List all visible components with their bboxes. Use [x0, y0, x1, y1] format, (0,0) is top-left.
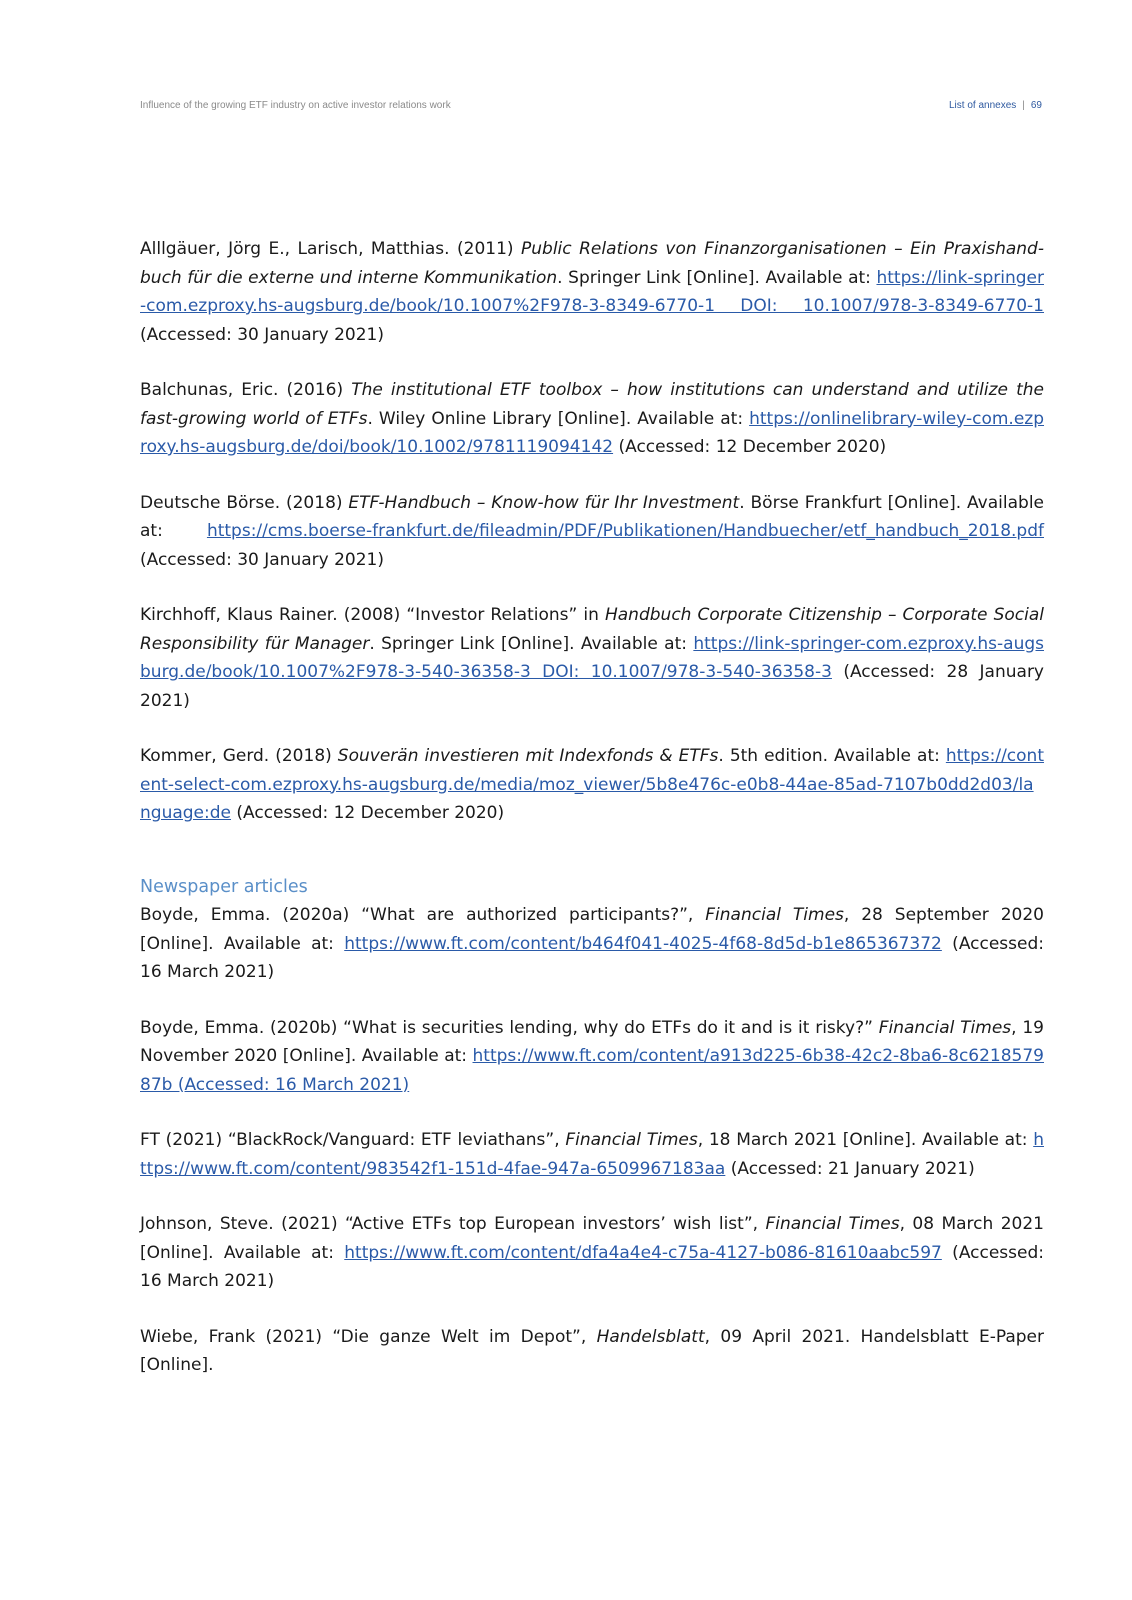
reference-authors: Balchunas, Eric. (2016)	[140, 380, 352, 400]
reference-details: . Springer Link [Online]. Available at:	[557, 267, 877, 288]
article-publication: Financial Times	[565, 1130, 698, 1150]
newspaper-entry	[140, 1323, 1044, 1380]
article-details: , 09 April 2021. Handelsblatt E-Paper [Online].	[140, 1326, 1044, 1375]
article-publication: Financial Times	[878, 1017, 1012, 1038]
article-authors: Boyde, Emma. (2020a) “What are authorized participants?”,	[140, 905, 706, 925]
reference-link[interactable]: https://cms.boerse-frankfurt.de/fileadmin/PDF/Publikationen/Handbuecher/etf_handbuch_2018.pdf	[206, 521, 1044, 541]
running-header	[140, 100, 1042, 116]
reference-accessed: (Accessed: 30 January 2021)	[140, 549, 384, 570]
reference-title: Handbuch Corporate Citizenship – Corporate Social Responsibility für Manager	[140, 605, 1045, 654]
reference-entry	[140, 376, 1044, 462]
reference-list	[140, 235, 1044, 1407]
article-authors: Boyde, Emma. (2020b) “What is securities lending, why do ETFs do it and is it risky?”	[140, 1017, 879, 1038]
header-separator: |	[1022, 100, 1025, 111]
reference-authors: Kommer, Gerd. (2018)	[140, 746, 338, 766]
article-link[interactable]: https://www.ft.com/content/a913d225-6b38-42c2-8ba6-8c621857987b (Accessed: 16 March 2021)	[140, 1046, 1044, 1095]
header-section: List of annexes	[949, 100, 1017, 111]
reference-accessed: (Accessed: 28 January 2021)	[140, 662, 1044, 711]
reference-details: . Wiley Online Library [Online]. Available at:	[367, 408, 750, 429]
article-publication: Financial Times	[765, 1214, 900, 1234]
article-publication: Handelsblatt	[596, 1326, 705, 1347]
article-accessed: (Accessed: 16 March 2021)	[140, 1242, 1044, 1291]
reference-accessed: (Accessed: 12 December 2020)	[613, 437, 887, 457]
newspaper-entry	[140, 1014, 1044, 1100]
reference-title: Public Relations von Finanzorganisationen – Ein Praxishandbuch für die externe und interne Kommunikation	[140, 239, 1044, 288]
reference-link[interactable]: https://content-select-com.ezproxy.hs-augsburg.de/media/moz_viewer/5b8e476c-e0b8-44ae-85ad-7107b0dd2d03/language:de	[140, 746, 1044, 823]
reference-authors: Kirchhoff, Klaus Rainer. (2008) “Investor Relations” in	[140, 605, 605, 625]
reference-details: . Börse Frankfurt [Online]. Available at:	[140, 492, 1044, 541]
reference-link[interactable]: https://link-springer-com.ezproxy.hs-augsburg.de/book/10.1007%2F978-3-540-36358-3 DOI: 10.1007/978-3-540-36358-3	[140, 633, 1044, 682]
header-right	[949, 100, 1042, 111]
reference-details: . Springer Link [Online]. Available at:	[369, 633, 694, 654]
section-title-newspaper-articles: Newspaper articles	[140, 876, 308, 897]
article-details: , 08 March 2021 [Online]. Available at:	[140, 1214, 1044, 1263]
reference-title: Souverän investieren mit Indexfonds & ETFs	[337, 746, 719, 766]
reference-entry	[140, 235, 1044, 349]
reference-accessed: (Accessed: 12 December 2020)	[231, 803, 505, 823]
reference-authors: Alllgäuer, Jörg E., Larisch, Matthias. (2011)	[140, 239, 521, 259]
reference-link[interactable]: https://onlinelibrary-wiley-com.ezproxy.hs-augsburg.de/doi/book/10.1002/9781119094142	[140, 408, 1045, 457]
article-link[interactable]: https://www.ft.com/content/dfa4a4e4-c75a-4127-b086-81610aabc597	[344, 1242, 942, 1263]
reference-entry	[140, 601, 1044, 715]
reference-accessed: (Accessed: 30 January 2021)	[140, 324, 384, 345]
reference-title: The institutional ETF toolbox – how institutions can understand and utilize the fast-growing world of ETFs	[140, 380, 1044, 429]
article-accessed: (Accessed: 21 January 2021)	[725, 1158, 975, 1179]
article-publication: Financial Times	[705, 905, 844, 925]
article-authors: Johnson, Steve. (2021) “Active ETFs top European investors’ wish list”,	[140, 1214, 766, 1234]
reference-link[interactable]: https://link-springer-com.ezproxy.hs-augsburg.de/book/10.1007%2F978-3-8349-6770-1 DOI: 10.1007/978-3-8349-6770-1	[140, 267, 1044, 316]
newspaper-entry	[140, 901, 1044, 987]
article-link[interactable]: https://www.ft.com/content/b464f041-4025-4f68-8d5d-b1e865367372	[344, 933, 942, 954]
reference-details: . 5th edition. Available at:	[718, 746, 946, 766]
article-accessed: (Accessed: 16 March 2021)	[140, 933, 1044, 982]
article-details: , 19 November 2020 [Online]. Available at:	[140, 1017, 1044, 1066]
article-details: , 18 March 2021 [Online]. Available at:	[697, 1130, 1034, 1150]
newspaper-entry	[140, 1210, 1044, 1296]
reference-entry	[140, 489, 1044, 575]
header-title: Influence of the growing ETF industry on active investor relations work	[140, 100, 451, 111]
reference-title: ETF-Handbuch – Know-how für Ihr Investment	[348, 492, 740, 513]
newspaper-entry	[140, 1126, 1044, 1183]
reference-entry	[140, 742, 1044, 828]
article-authors: FT (2021) “BlackRock/Vanguard: ETF leviathans”,	[140, 1130, 566, 1150]
article-details: , 28 September 2020 [Online]. Available at:	[140, 905, 1044, 954]
header-page-number: 69	[1030, 100, 1042, 111]
article-authors: Wiebe, Frank (2021) “Die ganze Welt im Depot”,	[140, 1326, 597, 1347]
reference-authors: Deutsche Börse. (2018)	[140, 492, 349, 513]
article-link[interactable]: https://www.ft.com/content/983542f1-151d-4fae-947a-6509967183aa	[140, 1130, 1044, 1179]
